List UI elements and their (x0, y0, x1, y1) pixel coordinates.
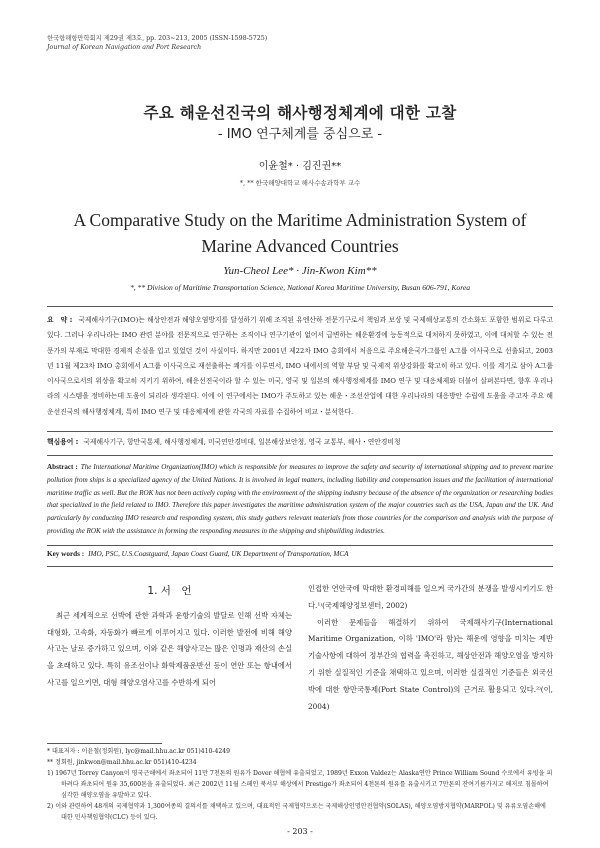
footnote-author-2: ** 정회원, jinkwon@mail.hhu.ac.kr 051)410-4234 (47, 759, 197, 766)
affiliation-english: *, ** Division of Maritime Transportation Science, National Korea Maritime University, Busan 606-791, Korea (129, 283, 471, 292)
abstract-korean (47, 313, 553, 420)
section-heading-introduction: 1. 서 언 (147, 585, 192, 597)
abstract-korean-text: 국제해사기구(IMO)는 해상안전과 해양오염방지를 달성하기 위해 조직된 유엔산하 전문기구로서 책임과 보상 및 국제해상교통의 간소화도 포함한 범위로 다루고 있다. 그러나 우리나라는 IMO 관련 분야를 전문적으로 연구하는 조직이나 연구기관이 없어서 급변하는 해운환경에 능동적으로 대처하지 못하였고, 이에 대처할 수 있는 전문가의 부재로 막대한 경제적 손실을 입고 있었던 것이 사실이다. 하지만 2001년 제22차 IMO 총회에서 처음으로 주요해운국가그룹인 A그룹 이사국으로 선출되고, 2003년 11월 제23차 IMO 총회에서 A그룹 이사국으로 재선출하는 쾌거를 이루면서, IMO 내에서의 역할 부담 및 국제적 위상강화를 확고히 하고 있다. 이를 계기로 삼아 A그룹 이사국으로서의 위상을 확고히 지키기 위하여, 해운선진국이라 할 수 있는 미국, 영국 및 일본의 해사행정체계를 IMO 연구 및 대응체제와 더불어 살펴본다면, 향후 우리나라의 시스템을 정비하는데 도움이 되리라 생각된다. 이에 이 연구에서는 IMO가 주도하고 있는 해운・조선산업에 대한 우리나라의 대응방안 수립에 도움을 주고자 주요 해운선진국의 해사행정체계, 특히 IMO 연구 및 대응체제에 관한 각국의 자료를 수집하여 비교・분석한다. (47, 316, 554, 416)
journal-line-ko: 한국항해항만학회지 제29권 제3호, pp. 203~213, 2005 (ISSN-1598-5725) (47, 35, 268, 42)
journal-header (47, 34, 267, 52)
footnotes (47, 746, 553, 823)
title-english: A Comparative Study on the Maritime Administration System of Marine Advanced Countries (73, 210, 527, 256)
body-paragraph: 인접한 연안국에 막대한 환경피해를 일으켜 국가간의 분쟁을 발생시키기도 한다.¹⁾(국제해양정보센터, 2002) (308, 584, 553, 610)
affiliation-korean: *, ** 한국해양대학교 해사수송과학부 교수 (239, 179, 361, 187)
abstract-english (47, 461, 553, 538)
authors-korean: 이윤철* · 김진권** (258, 161, 342, 172)
keywords-korean (47, 436, 553, 448)
body-paragraph: 이러한 문제들을 해결하기 위하여 국제해사기구(International Maritime Organization, 이하 'IMO'라 함)는 해운에 영향을 미치는 제반 기술사항에 대하여 정부간의 협력을 촉진하고, 해상안전과 해양오염을 방지하기 위한 실질적인 기준을 채택하고 있으며, 이러한 실질적인 기준들은 외국선박에 대한 항만국통제(Port State Control)의 근거로 활용되고 있다.²⁾(이, 2004) (308, 617, 553, 711)
keywords-english (47, 550, 553, 558)
footnote-divider (47, 743, 162, 744)
page-number: - 203 - (287, 827, 313, 836)
title-korean: 주요 해운선진국의 해사행정체계에 대한 고찰 (143, 104, 457, 122)
body-column-right (308, 581, 553, 715)
authors-english: Yun-Cheol Lee* · Jin-Kwon Kim** (223, 265, 377, 277)
footnote-author-1: * 대표저자 : 이윤철(정회원), lyc@mail.hhu.ac.kr 051)410-4249 (47, 748, 230, 755)
abstract-english-text: The International Maritime Organization(IMO) which is responsible for measures to improve the safety and security of international shipping and to prevent marine pollution from ships is a specialized agency of the United Nations. It is involved in legal matters, including liability and compensation issues and the facilitation of international maritime traffic as well. But the ROK has not been actively coping with the environment of the shipping industry because of the absence of the organization or researching bodies that specialized in the field related to IMO. Therefore this paper investigates the maritime administration system of the major countries such as the USA, Japan and the UK. And particularly by conducting IMO research and responding system, this study gathers relevant materials from those countries for the comparison and analysis with the purpose of providing the ROK with the assistance in forming the responding measures in the shipping and shipbuilding industries. (47, 463, 553, 535)
footnote-2: 2) 이와 관련하여 48개의 국제협약과 1,300여종의 결의서를 채택하고 있으며, 대표적인 국제협약으로는 국제해상인명안전협약(SOLAS), 해양오염방지협약(MARPOL) 및 유류오염손해에 대한 민사책임협약(CLC) 등이 있다. (47, 803, 546, 821)
abstract-english-label: Abstract : (47, 463, 78, 471)
keywords-korean-label: 핵심용어 : (47, 438, 79, 446)
keywords-english-text: IMO, PSC, U.S.Coastguard, Japan Coast Guard, UK Department of Transportation, MCA (88, 550, 349, 558)
body-column-left (47, 581, 292, 692)
footnote-1: 1) 1967년 Torrey Canyon이 영국근해에서 좌초되어 11만 7천톤의 원유가 Dover 해협에 유출되었고, 1989년 Exxon Valdez는 Alaska연안 Prince William Sound 수로에서 유빙을 피하려다 좌초되어 원유 35,600톤을 유출되었다. 최근 2002년 11월 스페인 북서부 해상에서 Prestige가 좌초되어 4천톤의 원유를 유출시키고 7만톤의 잔여기름가지고 해저로 침몰하여 심각한 해양오염을 유발하고 있다. (47, 770, 553, 799)
keywords-korean-text: 국제해사기구, 항만국통제, 해사행정체계, 미국연안경비대, 일본해상보안청, 영국 교통부, 해사・연안경비청 (83, 438, 401, 446)
divider-keywords-en (47, 566, 553, 567)
journal-line-en: Journal of Korean Navigation and Port Research (47, 44, 202, 51)
body-paragraph: 최근 세계적으로 선박에 관한 과학과 운항기술의 발달로 인해 선박 자체는 대형화, 고속화, 자동화가 빠르게 이루어지고 있다. 이러한 발전에 비해 해양사고는 날로 증가하고 있으며, 이와 같은 해양사고는 많은 인명과 재산의 손실을 초래하고 있다. 특히 유조선이나 화학제품운반선 등이 연안 또는 항내에서 사고를 일으키면, 대형 해양오염사고를 수반하게 되어 (47, 610, 292, 687)
abstract-korean-label: 요 약 : (47, 316, 73, 324)
divider-top (47, 306, 553, 307)
keywords-english-label: Key words : (47, 550, 85, 558)
divider-abstract-en (47, 545, 553, 546)
subtitle-korean: - IMO 연구체계를 중심으로 - (217, 127, 383, 142)
divider-abstract-ko (47, 431, 553, 432)
divider-keywords-ko (47, 455, 553, 456)
